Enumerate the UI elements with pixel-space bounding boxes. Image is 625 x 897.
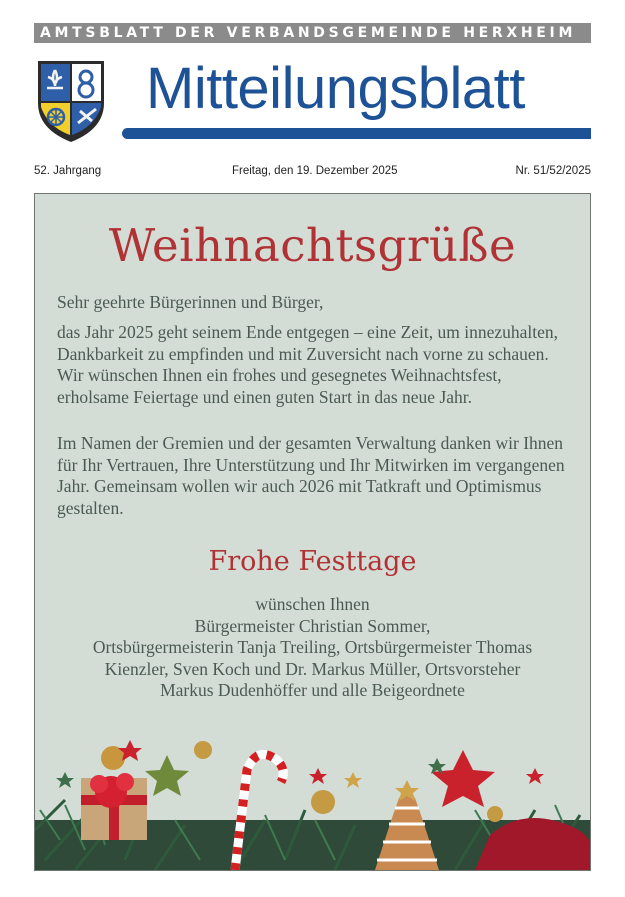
christmas-decoration-image: [35, 710, 591, 870]
publication-title: Mitteilungsblatt: [146, 56, 525, 121]
signature-line: Kienzler, Sven Koch und Dr. Markus Müller, Ortsvorsteher: [104, 658, 521, 679]
issue-number: Nr. 51/52/2025: [515, 165, 591, 177]
signature-line: Ortsbürgermeisterin Tanja Treiling, Ortsbürgermeister Thomas: [92, 637, 533, 657]
christmas-greeting-card: [34, 193, 591, 871]
signature-line: Bürgermeister Christian Sommer,: [194, 615, 431, 636]
title-underline: [122, 128, 591, 139]
coat-of-arms-icon: [34, 57, 108, 145]
issue-date: Freitag, den 19. Dezember 2025: [232, 165, 398, 177]
volume-label: 52. Jahrgang: [34, 165, 102, 177]
signature-line: wünschen Ihnen: [255, 594, 370, 614]
greeting-paragraph-2: Im Namen der Gremien und der gesamten Verwaltung danken wir Ihnen für Ihr Vertrauen, Ihre Unterstützung und Ihr Mitwirken im vergangenen Jahr. Gemeinsam wollen wir auch 2026 mit Tatkraft und Optimismus gestalten.: [57, 433, 565, 518]
gazette-topbar: AMTSBLATT DER VERBANDSGEMEINDE HERXHEIM: [34, 23, 591, 43]
greeting-title: Weihnachtsgrüße: [108, 219, 517, 272]
salutation: Sehr geehrte Bürgerinnen und Bürger,: [57, 292, 324, 312]
greeting-paragraph-1: das Jahr 2025 geht seinem Ende entgegen – eine Zeit, um innezuhalten, Dankbarkeit zu empfinden und mit Zuversicht nach vorne zu schauen. Wir wünschen Ihnen ein frohes und gesegnetes Weihnachtsfest, erholsame Feiertage und einen guten Start in das neue Jahr.: [57, 322, 559, 407]
signature-line: Markus Dudenhöffer und alle Beigeordnete: [160, 680, 465, 700]
signature-block: [35, 594, 590, 702]
greeting-subtitle: Frohe Festtage: [208, 546, 417, 577]
